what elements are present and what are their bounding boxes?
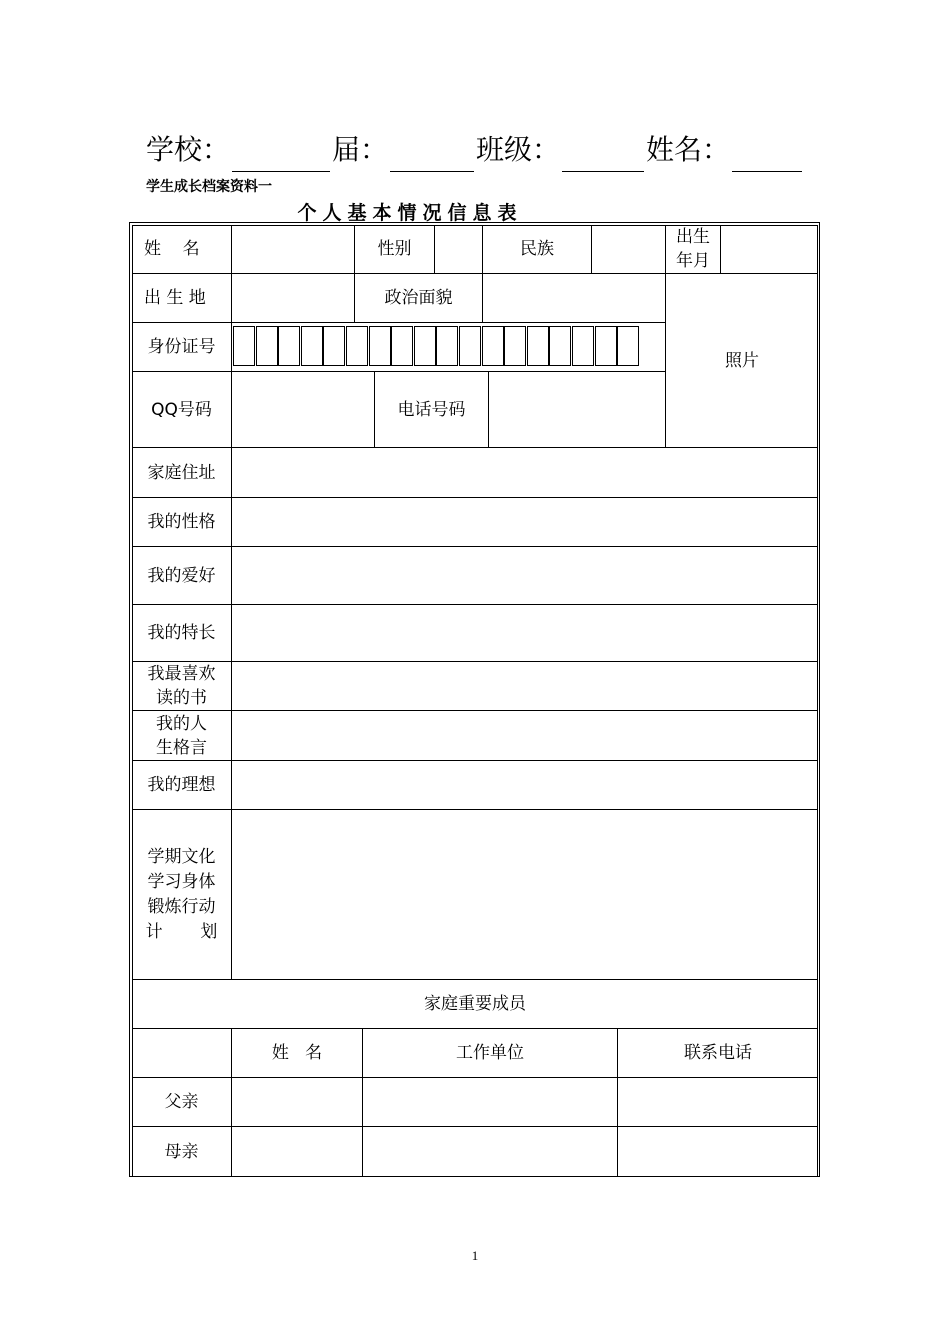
id-digit-box[interactable]: [391, 326, 413, 366]
field-phone[interactable]: [489, 372, 665, 447]
field-political-status[interactable]: [483, 274, 665, 322]
field-talents[interactable]: [232, 605, 818, 661]
school-blank[interactable]: [232, 139, 330, 172]
label-favorite-book: [132, 662, 231, 710]
field-birth-date[interactable]: [721, 225, 818, 273]
id-digit-box[interactable]: [549, 326, 571, 366]
field-personality[interactable]: [232, 498, 818, 546]
family-header-blank: [132, 1029, 231, 1077]
label-name: 姓 名: [144, 239, 200, 259]
id-digit-box[interactable]: [414, 326, 436, 366]
session-label: 届：: [332, 133, 389, 166]
field-address[interactable]: [232, 448, 818, 497]
photo-area: 照片: [725, 350, 759, 371]
id-digit-box[interactable]: [256, 326, 278, 366]
label-personality: 我的性格: [147, 512, 216, 532]
field-semester-plan[interactable]: [232, 810, 818, 979]
label-favorite-book-l1: 我最喜欢: [147, 664, 216, 684]
label-favorite-book-l2: 读的书: [156, 688, 207, 708]
name-blank[interactable]: [732, 139, 802, 172]
id-digit-box[interactable]: [482, 326, 504, 366]
class-label: 班级：: [476, 133, 561, 166]
family-section-title: 家庭重要成员: [424, 994, 526, 1014]
name-label: 姓名：: [646, 133, 731, 166]
label-address: 家庭住址: [147, 462, 216, 483]
session-blank[interactable]: [390, 139, 474, 172]
label-plan-l4: 计 划: [145, 921, 218, 942]
id-digit-box[interactable]: [346, 326, 368, 366]
field-ethnicity[interactable]: [592, 225, 665, 273]
father-work-field[interactable]: [363, 1078, 617, 1126]
label-phone: 电话号码: [397, 399, 466, 420]
mother-name-field[interactable]: [232, 1127, 362, 1176]
page-number: 1: [471, 1248, 479, 1263]
label-gender: 性别: [377, 239, 412, 259]
mother-phone-field[interactable]: [618, 1127, 818, 1176]
id-digit-box[interactable]: [572, 326, 594, 366]
label-ideal: 我的理想: [147, 775, 216, 795]
label-motto: [132, 711, 231, 760]
id-digit-box[interactable]: [278, 326, 300, 366]
field-birthplace[interactable]: [232, 274, 354, 322]
id-digit-box[interactable]: [301, 326, 323, 366]
family-col-phone: 联系电话: [684, 1043, 752, 1063]
family-col-work: 工作单位: [456, 1043, 524, 1063]
father-phone-field[interactable]: [618, 1078, 818, 1126]
label-plan-l2: 学习身体: [147, 871, 216, 892]
field-favorite-book[interactable]: [232, 662, 818, 710]
field-hobbies[interactable]: [232, 547, 818, 604]
field-qq[interactable]: [232, 372, 374, 447]
label-birth-line1: 出生: [676, 227, 710, 247]
label-plan-l1: 学期文化: [147, 846, 216, 867]
label-birth-date: [666, 225, 720, 273]
id-digit-box[interactable]: [504, 326, 526, 366]
label-hobbies: 我的爱好: [147, 565, 216, 586]
class-blank[interactable]: [562, 139, 644, 172]
field-ideal[interactable]: [232, 761, 818, 809]
family-row-mother: 母亲: [164, 1141, 199, 1162]
label-talents: 我的特长: [147, 623, 216, 643]
id-digit-box[interactable]: [617, 326, 639, 366]
family-row-father: 父亲: [164, 1092, 199, 1112]
mother-work-field[interactable]: [363, 1127, 617, 1176]
id-digit-box[interactable]: [459, 326, 481, 366]
label-ethnicity: 民族: [520, 239, 554, 259]
label-birthplace: 出 生 地: [144, 288, 206, 308]
subtitle: 学生成长档案资料一: [146, 179, 272, 195]
field-name[interactable]: [232, 225, 354, 273]
id-digit-box[interactable]: [436, 326, 458, 366]
id-digit-box[interactable]: [595, 326, 617, 366]
father-name-field[interactable]: [232, 1078, 362, 1126]
id-digit-box[interactable]: [527, 326, 549, 366]
label-motto-l1: 我的人: [156, 713, 207, 734]
label-semester-plan: [132, 810, 231, 979]
id-digit-box[interactable]: [233, 326, 255, 366]
field-motto[interactable]: [232, 711, 818, 760]
label-qq: QQ号码: [151, 399, 212, 420]
label-plan-l3: 锻炼行动: [147, 896, 216, 917]
label-id-number: 身份证号: [147, 337, 216, 357]
label-political-status: 政治面貌: [384, 288, 453, 308]
id-digit-box[interactable]: [323, 326, 345, 366]
family-col-name: 姓 名: [271, 1043, 323, 1063]
field-gender[interactable]: [435, 225, 482, 273]
header-fill-line: [146, 128, 826, 172]
label-birth-line2: 年月: [676, 251, 710, 271]
form-title: 个人基本情况信息表: [297, 202, 523, 224]
id-digit-box[interactable]: [369, 326, 391, 366]
label-motto-l2: 生格言: [156, 737, 207, 758]
school-label: 学校：: [146, 133, 231, 166]
